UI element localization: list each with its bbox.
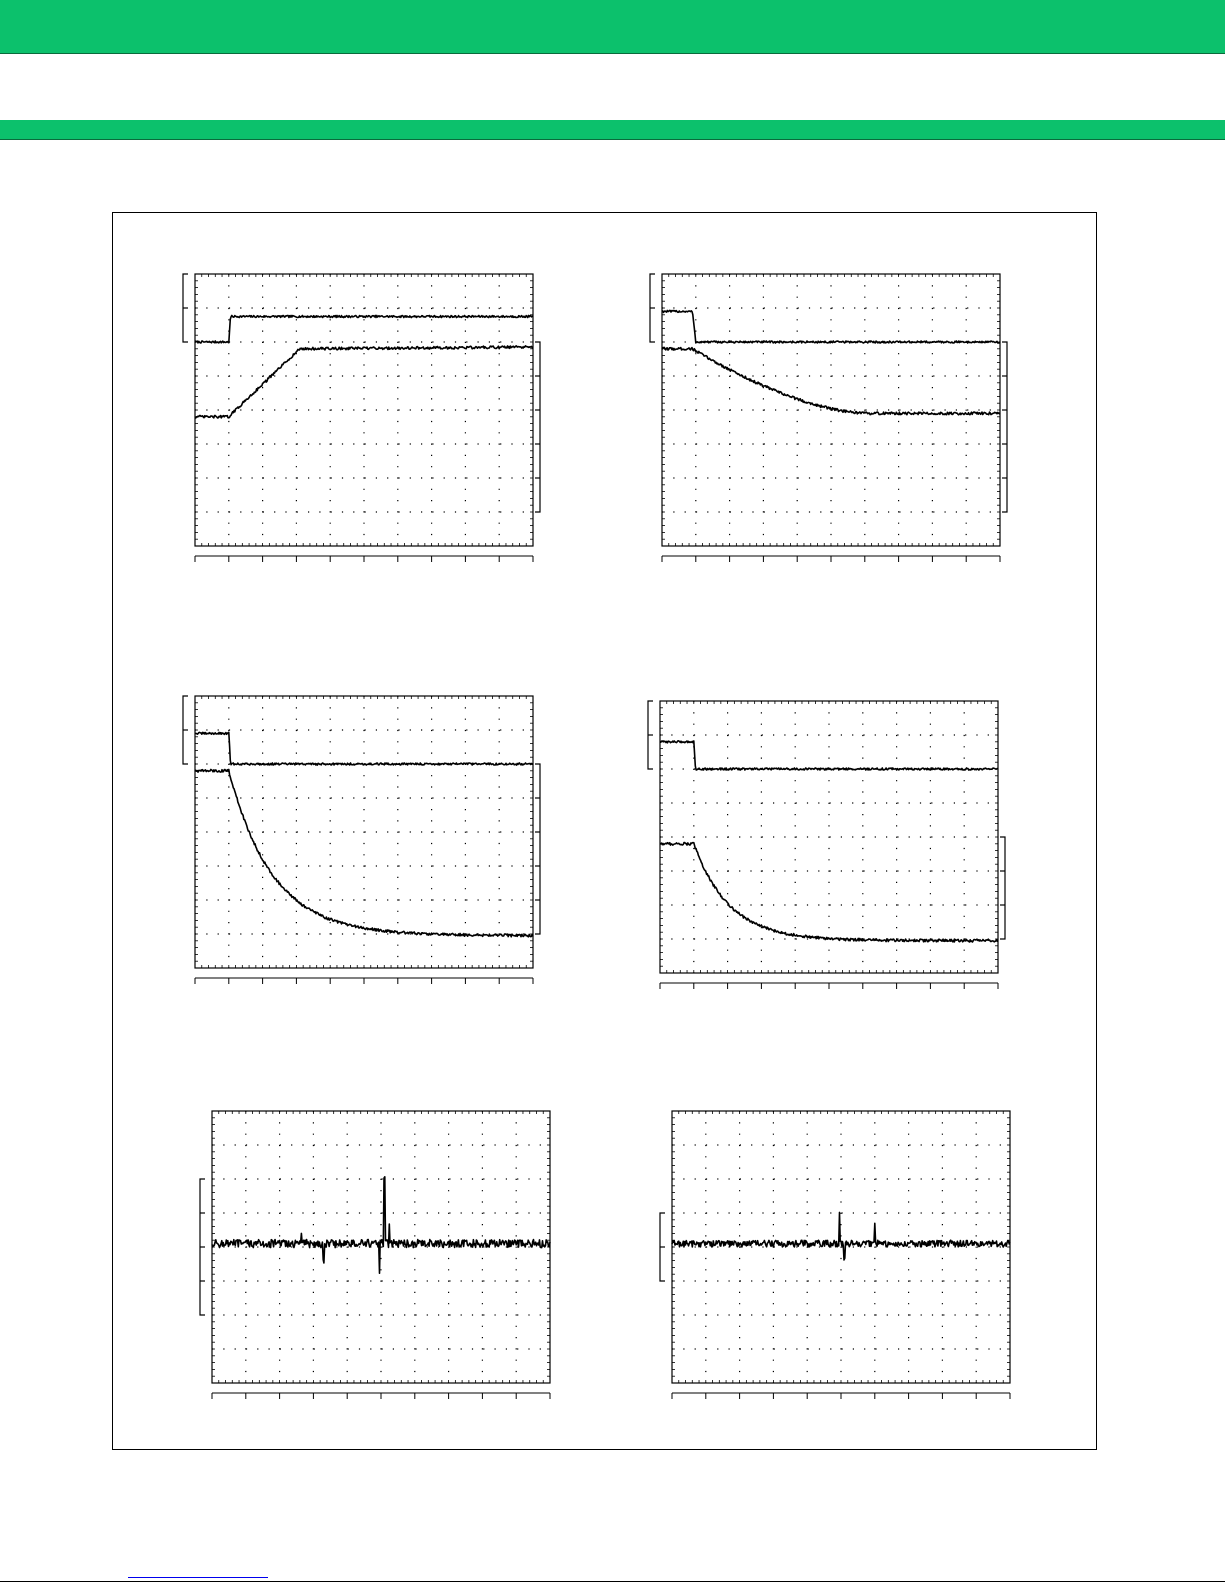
right-scale-bracket	[1002, 342, 1007, 512]
scope-plot-4	[640, 697, 1020, 997]
scope-plot-5	[192, 1107, 572, 1407]
trace-1	[660, 741, 998, 770]
header-band-bottom	[0, 120, 1225, 140]
trace-2	[662, 347, 1000, 414]
scope-plot-1	[175, 270, 555, 570]
trace-1	[195, 732, 533, 765]
trace-1	[662, 310, 1000, 343]
footer-rule	[0, 1581, 1225, 1582]
right-scale-bracket	[1000, 837, 1005, 939]
right-scale-bracket	[535, 764, 540, 934]
header-band-top	[0, 0, 1225, 54]
scope-plot-3	[175, 692, 555, 992]
scope-plot-6	[652, 1107, 1032, 1407]
trace-2	[195, 346, 533, 418]
scope-plot-2	[642, 270, 1022, 570]
right-scale-bracket	[535, 342, 540, 512]
footer-link-underline[interactable]	[128, 1577, 268, 1578]
